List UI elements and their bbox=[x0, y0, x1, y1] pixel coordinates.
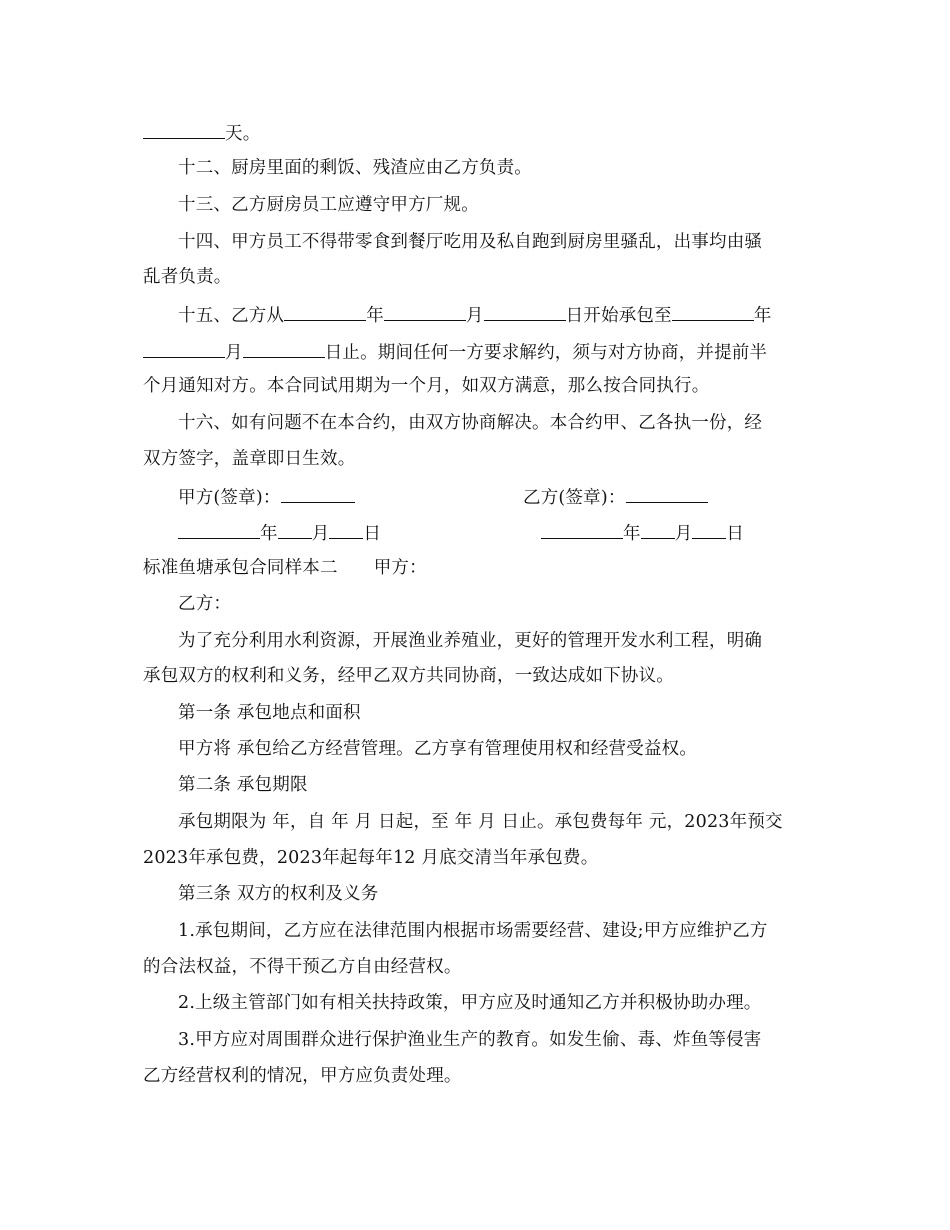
fill-blank bbox=[541, 520, 623, 539]
clause-15-line-3: 个月通知对方。本合同试用期为一个月，如双方满意，那么按合同执行。 bbox=[143, 376, 710, 396]
date-party-a: 年 月 日 bbox=[178, 520, 838, 546]
fill-blank bbox=[143, 120, 225, 139]
fill-blank bbox=[243, 339, 325, 358]
item-2: 2.上级主管部门如有相关扶持政策，甲方应及时通知乙方并积极协助办理。 bbox=[178, 993, 762, 1013]
article-2-title: 第二条 承包期限 bbox=[178, 775, 308, 795]
contract-title-line bbox=[143, 556, 803, 580]
party-b-label: 乙方： bbox=[178, 594, 232, 614]
party-a-label: 甲方： bbox=[373, 558, 427, 578]
clause-16-line-1: 十六、如有问题不在本合约，由双方协商解决。本合约甲、乙各执一份，经 bbox=[178, 413, 763, 433]
fill-blank bbox=[484, 302, 566, 321]
article-2-text-line-2: 2023年承包费，2023年起每年12 月底交清当年承包费。 bbox=[143, 848, 599, 868]
article-1-text: 甲方将 承包给乙方经营管理。乙方享有管理使用权和经营受益权。 bbox=[178, 739, 698, 759]
fill-blank bbox=[143, 339, 225, 358]
date-party-b: 年 月 日 bbox=[541, 520, 801, 546]
clause-16-line-2: 双方签字，盖章即日生效。 bbox=[143, 449, 356, 469]
fill-blank bbox=[178, 520, 260, 539]
signature-blank bbox=[626, 484, 708, 503]
article-1-title: 第一条 承包地点和面积 bbox=[178, 703, 361, 723]
fill-blank bbox=[278, 520, 312, 539]
item-3-line-1: 3.甲方应对周围群众进行保护渔业生产的教育。如发生偷、毒、炸鱼等侵害 bbox=[178, 1030, 762, 1050]
fill-blank bbox=[672, 302, 754, 321]
clause-14-line-2: 乱者负责。 bbox=[143, 267, 232, 287]
item-1-line-1: 1.承包期间，乙方应在法律范围内根据市场需要经营、建设;甲方应维护乙方 bbox=[178, 921, 768, 941]
text-line: 天。 bbox=[143, 120, 803, 146]
fill-blank bbox=[384, 302, 466, 321]
signature-party-a: 甲方(签章)： bbox=[178, 484, 838, 510]
clause-14-line-1: 十四、甲方员工不得带零食到餐厅吃用及私自跑到厨房里骚乱，出事均由骚 bbox=[178, 232, 763, 252]
signature-party-b: 乙方(签章)： bbox=[523, 484, 783, 510]
clause-12: 十二、厨房里面的剩饭、残渣应由乙方负责。 bbox=[178, 158, 532, 178]
clause-15-line-2: 月 日止。期间任何一方要求解约，须与对方协商，并提前半 bbox=[143, 339, 803, 365]
intro-line-1: 为了充分利用水利资源，开展渔业养殖业，更好的管理开发水利工程，明确 bbox=[178, 631, 763, 651]
item-1-line-2: 的合法权益，不得干预乙方自由经营权。 bbox=[143, 957, 462, 977]
contract-title: 标准鱼塘承包合同样本二 bbox=[143, 558, 338, 578]
fill-blank bbox=[641, 520, 675, 539]
fill-blank bbox=[284, 302, 366, 321]
article-2-text-line-1: 承包期限为 年，自 年 月 日起，至 年 月 日止。承包费每年 元，2023年预交 bbox=[178, 812, 783, 832]
fill-blank bbox=[692, 520, 726, 539]
signature-blank bbox=[281, 484, 355, 503]
clause-13: 十三、乙方厨房员工应遵守甲方厂规。 bbox=[178, 195, 479, 215]
article-3-title: 第三条 双方的权利及义务 bbox=[178, 884, 379, 904]
clause-15-line-1: 十五、乙方从 年 月 日开始承包至 年 bbox=[178, 302, 838, 328]
item-3-line-2: 乙方经营权利的情况，甲方应负责处理。 bbox=[143, 1066, 462, 1086]
fill-blank bbox=[329, 520, 363, 539]
intro-line-2: 承包双方的权利和义务，经甲乙双方共同协商，一致达成如下协议。 bbox=[143, 666, 674, 686]
